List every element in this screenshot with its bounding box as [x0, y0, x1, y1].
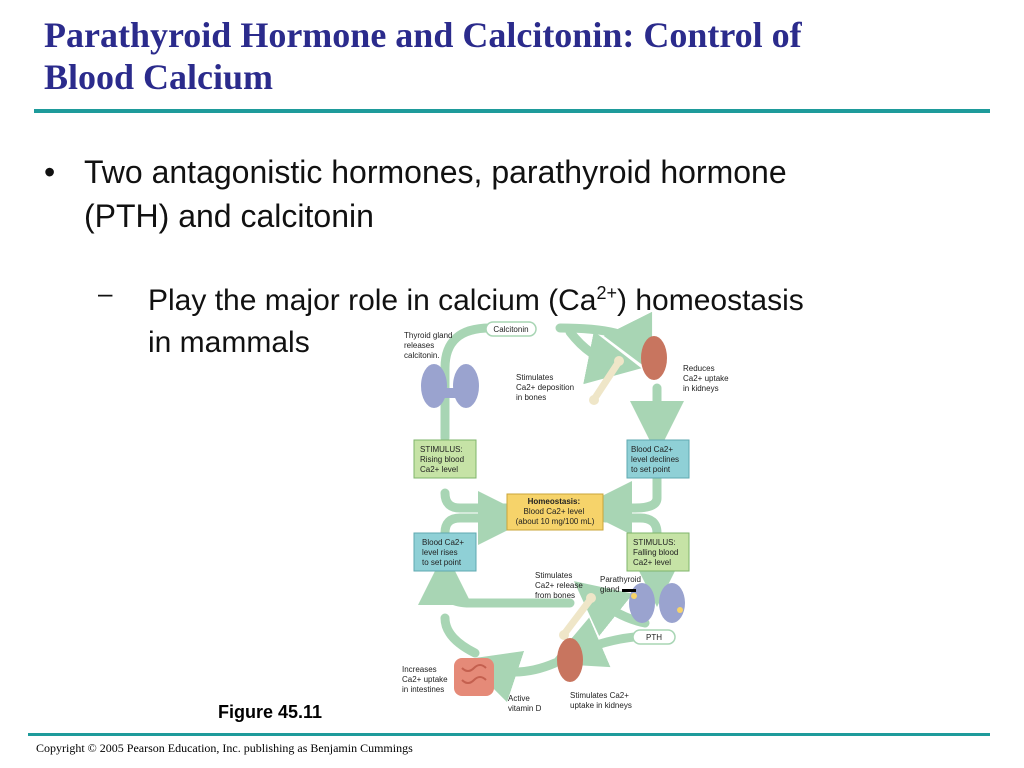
homeostasis-1: Homeostasis:: [527, 497, 581, 506]
kidney-upper-icon: [641, 336, 667, 380]
stimulus-rising-1: STIMULUS:: [420, 445, 463, 454]
kidney-uptake-label-1: Stimulates Ca2+: [570, 691, 629, 700]
slide-title: [44, 14, 1004, 98]
upper-loop-arrows: [445, 328, 657, 508]
kidney-uptake-label: [570, 691, 632, 710]
copyright-text: Copyright © 2005 Pearson Education, Inc. publishing as Benjamin Cummings: [36, 741, 413, 755]
intestine-icon: [454, 658, 494, 696]
title-line-1: Parathyroid Hormone and Calcitonin: Control of: [44, 15, 802, 55]
arrow-homeo-to-falling: [605, 518, 657, 533]
rises-text: [422, 538, 466, 567]
sub-bullet-marker: –: [98, 278, 113, 308]
thyroid-label-1: Thyroid gland: [404, 331, 453, 340]
rises-1: Blood Ca2+: [422, 538, 465, 547]
intestines-label-1: Increases: [402, 665, 437, 674]
bullet-line-2: (PTH) and calcitonin: [84, 198, 374, 234]
homeostasis-2: Blood Ca2+ level: [523, 507, 585, 516]
sub-line1-sup: 2+: [596, 283, 618, 303]
sub-bullet-line-1: [148, 272, 978, 322]
release-label-2: Ca2+ release: [535, 581, 583, 590]
vitamin-d-label-1: Active: [508, 694, 530, 703]
stimulus-falling-3: Ca2+ level: [633, 558, 672, 567]
sub-line1-b: ) homeostasis: [617, 284, 804, 317]
calcitonin-label: Calcitonin: [493, 325, 529, 334]
thyroid-label-3: calcitonin.: [404, 351, 440, 360]
release-label-3: from bones: [535, 591, 576, 600]
parathyroid-label-1: Parathyroid: [600, 575, 641, 584]
sub-line1-a: Play the major role in calcium (Ca: [148, 284, 597, 317]
homeostasis-3: (about 10 mg/100 mL): [515, 517, 595, 526]
sub-bullet-line-2: in mammals: [148, 326, 310, 359]
rises-2: level rises: [422, 548, 458, 557]
release-label: [535, 571, 585, 600]
intestines-label-2: Ca2+ uptake: [402, 675, 448, 684]
thyroid-gland-icon: [421, 364, 479, 408]
rises-3: to set point: [422, 558, 462, 567]
thyroid-label-2: releases: [404, 341, 435, 350]
title-divider: [34, 109, 990, 113]
bullet-line-1: Two antagonistic hormones, parathyroid hormone: [84, 154, 787, 190]
arrow-kidney-to-intestine: [490, 663, 555, 672]
stimulus-rising-2: Rising blood: [420, 455, 465, 464]
deposition-label-1: Stimulates: [516, 373, 554, 382]
stimulus-falling-1: STIMULUS:: [633, 538, 676, 547]
bullet-marker: •: [44, 154, 56, 190]
vitamin-d-label: [508, 694, 542, 713]
reduces-label: [683, 364, 731, 393]
reduces-label-1: Reduces: [683, 364, 715, 373]
deposition-label-2: Ca2+ deposition: [516, 383, 575, 392]
arrow-to-bone: [570, 332, 615, 363]
stimulus-rising-3: Ca2+ level: [420, 465, 459, 474]
declines-2: level declines: [631, 455, 680, 464]
intestines-label: [402, 665, 450, 694]
arrow-intestine-to-rises: [445, 618, 475, 653]
deposition-label: [516, 373, 576, 402]
arrow-rises-to-homeo: [445, 518, 505, 533]
reduces-label-3: in kidneys: [683, 384, 719, 393]
parathyroid-label-2: gland: [600, 585, 620, 594]
reduces-label-2: Ca2+ uptake: [683, 374, 729, 383]
declines-3: to set point: [631, 465, 671, 474]
kidney-lower-icon: [557, 638, 583, 682]
deposition-label-3: in bones: [516, 393, 547, 402]
pth-label: PTH: [646, 633, 662, 642]
stimulus-falling-2: Falling blood: [633, 548, 679, 557]
release-label-1: Stimulates: [535, 571, 573, 580]
vitamin-d-label-2: vitamin D: [508, 704, 542, 713]
kidney-uptake-label-2: uptake in kidneys: [570, 701, 632, 710]
footer-divider: [28, 733, 990, 736]
arrow-declines-to-homeo: [605, 478, 657, 508]
declines-1: Blood Ca2+: [631, 445, 674, 454]
arrow-homeo-to-rising: [445, 493, 510, 508]
title-line-2: Blood Calcium: [44, 57, 274, 97]
figure-label: Figure 45.11: [218, 702, 323, 722]
intestines-label-3: in intestines: [402, 685, 445, 694]
calcium-homeostasis-diagram: [390, 318, 729, 720]
